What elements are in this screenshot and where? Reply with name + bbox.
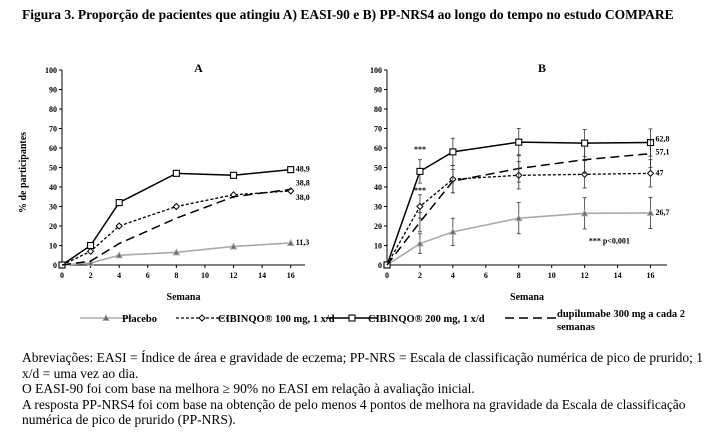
panel-a-ytick-label: 80 [49,105,57,114]
panel-b-series-cib100-point [648,170,654,176]
legend-cib200-label: CIBINQO® 200 mg, 1 x/d [368,314,485,325]
panel-a-xtick-label: 10 [200,271,209,280]
panel-b-series-cib100-end-label: 47 [655,168,664,178]
panel-a-xtick-label: 4 [117,271,122,280]
panel-a-xtick-label: 2 [88,271,93,280]
legend-cib100-label: CIBINQO® 100 mg, 1 x/d [218,314,335,325]
panel-b-xtick-label: 14 [613,271,622,280]
panel-a-xtick-label: 14 [258,271,267,280]
panel-a-series-cib100-point [173,204,179,210]
panel-a-ytick-label: 100 [45,66,57,75]
panel-b-series-placebo-end-label: 26,7 [655,207,670,217]
panel-a-series-cib200-point [116,200,122,206]
panel-a-series-cib200-point [231,172,237,178]
panel-b-series-cib200-end-label: 62,8 [655,134,670,144]
panel-a-ytick-label: 90 [49,85,57,95]
panel-a-xtick-label: 16 [286,271,295,280]
panel-a-series-cib200-end-label: 48,9 [295,164,310,174]
panel-b-ytick-label: 50 [374,163,382,173]
panel-b-ytick-label: 90 [374,85,382,95]
panel-b-series-cib200-point [450,149,456,155]
panel-b-series-cib200-point [417,168,423,174]
panel-b-xtick-label: 2 [417,271,422,280]
panel-a-ytick-label: 10 [49,241,57,251]
panel-b-ytick-label: 30 [374,202,382,212]
panel-a-series-cib100-point [288,188,294,194]
legend-dupi-label: dupilumabe 300 mg a cada 2 semanas [557,309,686,333]
panel-b-ytick-label: 40 [374,183,382,192]
panel-b-xtick-label: 4 [450,271,455,280]
panel-b-xtick-label: 0 [385,271,389,280]
panel-b-series-cib200-point [582,140,588,146]
notes-block [22,350,712,428]
panel-b-series-cib200-point [516,139,522,145]
panel-a-xtick-label: 12 [229,271,238,280]
panel-a-ytick-label: 40 [49,183,57,192]
panel-a-ytick-label: 70 [49,124,57,134]
panel-a-xtick-label: 8 [174,271,179,280]
note-abbreviations: Abreviações: EASI = Índice de área e gravidade de eczema; PP-NRS = Escala de classificação numérica de pico de prurido; 1 x/d = uma vez ao dia. [22,350,703,381]
panel-a-series-cib100-point [88,248,94,254]
panel-a-series-cib200-point [173,170,179,176]
panel-a-title: A [194,61,203,75]
panel-b-ytick-label: 20 [374,222,382,231]
panel-b-annotation: *** [413,144,426,154]
panel-b-xtick-label: 10 [547,271,556,280]
legend-cib100-marker [199,315,205,321]
panel-a-series-dupi-end-label: 38,8 [295,178,310,188]
panel-b-title: B [537,61,547,75]
panel-a-xtick-label: 0 [60,271,64,280]
panel-a-ytick-label: 20 [49,222,57,231]
panel-a-series-cib200-point [288,167,294,173]
panel-a-ytick-label: 0 [53,261,57,270]
panel-a-xlabel: Semana [166,292,201,303]
panel-b-xtick-label: 6 [483,271,488,280]
panel-a-ytick-label: 60 [49,144,57,153]
panel-a-series-placebo-end-label: 11,3 [295,237,310,247]
panel-b-annotation: *** p<0,001 [588,236,630,246]
panel-a-series-cib200-point [88,243,94,249]
panel-a-series-cib100-end-label: 38,0 [295,192,310,202]
panel-a-ylabel: % de participantes [18,131,29,214]
legend-placebo-label: Placebo [122,314,157,325]
panel-b-xtick-label: 8 [516,271,521,280]
panel-b-xtick-label: 16 [646,271,655,280]
panel-b-xlabel: Semana [510,292,544,303]
panel-b-series-dupi-end-label: 57,1 [655,147,670,157]
panel-b-ytick-label: 0 [378,261,382,270]
panel-a-ytick-label: 50 [49,163,57,173]
panel-b-ytick-label: 100 [370,66,382,75]
panel-b-ytick-label: 80 [374,105,382,114]
legend-cib200-marker [349,315,355,321]
panel-a-xtick-label: 6 [145,271,150,280]
figure-title: Figura 3. Proporção de pacientes que atingiu A) EASI-90 e B) PP-NRS4 ao longo do tempo no estudo COMPARE [22,7,674,22]
panel-b-xtick-label: 12 [580,271,589,280]
panel-b-annotation: *** [413,185,426,195]
panel-b-ytick-label: 10 [374,241,382,251]
panel-b-ytick-label: 60 [374,144,382,153]
panel-b-ytick-label: 70 [374,124,382,134]
note-easi90: O EASI-90 foi com base na melhora ≥ 90% no EASI em relação à avaliação inicial. [22,381,475,396]
note-ppnrs4: A resposta PP-NRS4 foi com base na obtenção de pelo menos 4 pontos de melhora na gravidade da Escala de classificação numérica de pico de prurido (PP-NRS). [22,396,686,427]
panel-a-ytick-label: 30 [49,202,57,212]
